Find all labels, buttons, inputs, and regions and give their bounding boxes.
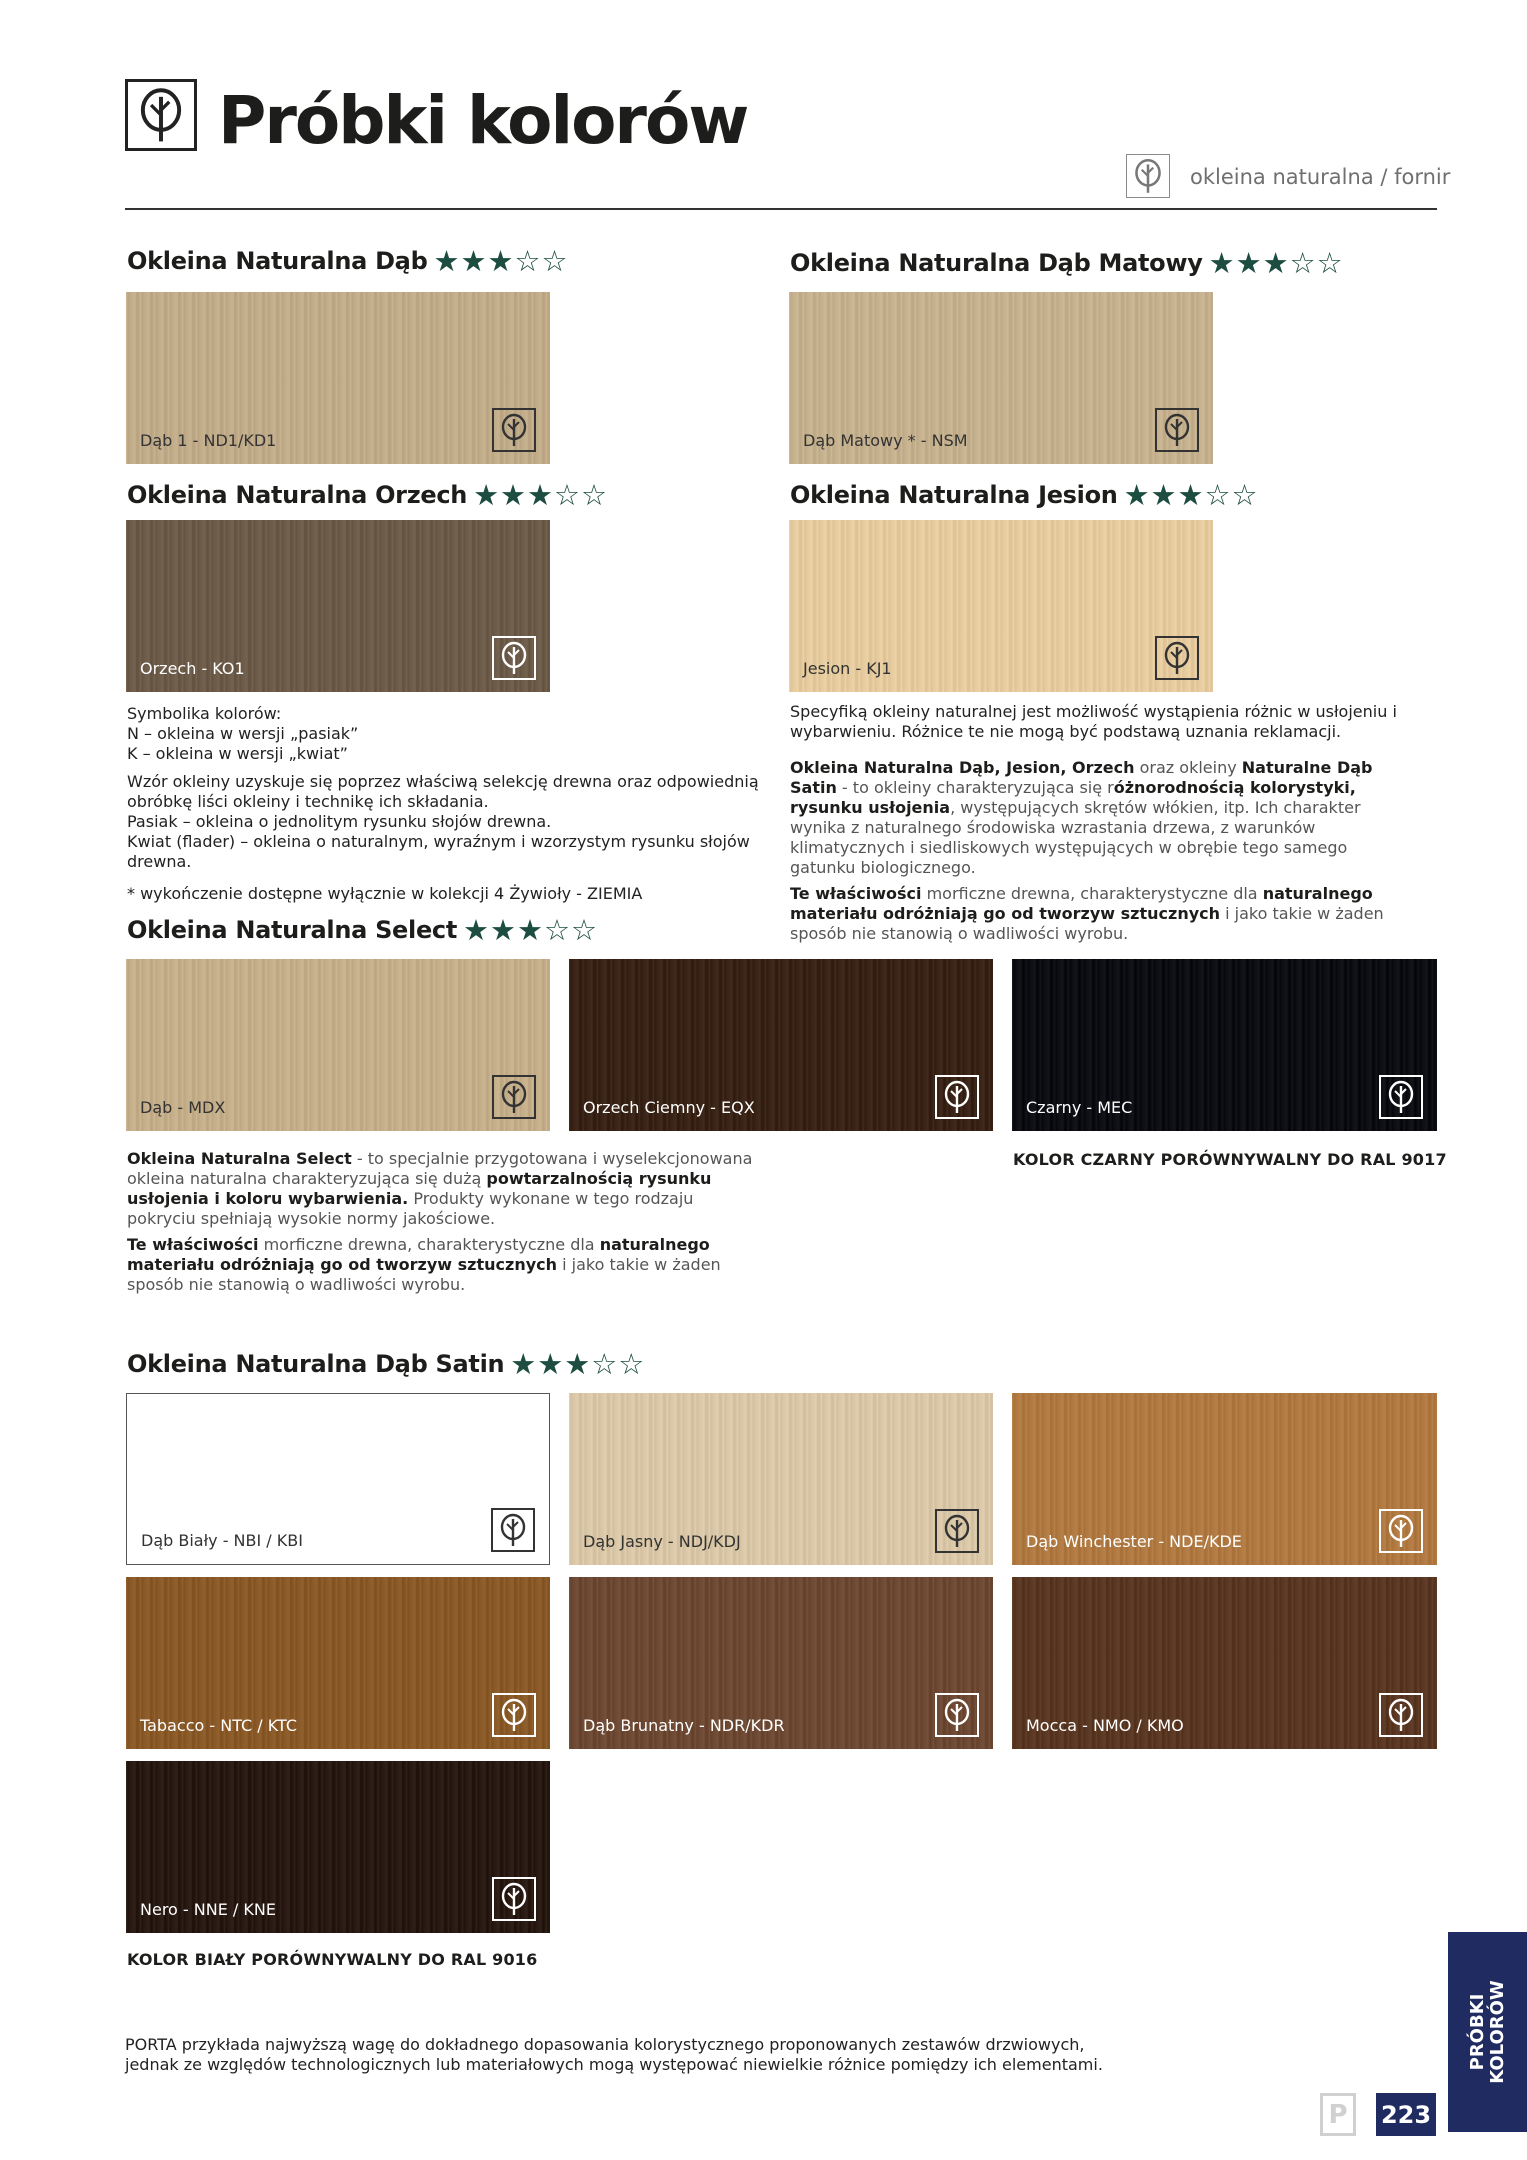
- section-title-select: Okleina Naturalna Select ★★★☆☆: [127, 913, 599, 947]
- tree-icon: [492, 1877, 536, 1921]
- rating-stars: ★★★☆☆: [433, 244, 569, 278]
- swatch-label: Dąb Matowy * - NSM: [803, 431, 968, 450]
- section-title-dab: Okleina Naturalna Dąb ★★★☆☆: [127, 244, 569, 278]
- tree-icon: [492, 1075, 536, 1119]
- tree-icon: [492, 636, 536, 680]
- natural-veneer-notes: [790, 702, 1400, 944]
- swatch-mec: [1012, 959, 1437, 1131]
- swatch-label: Tabacco - NTC / KTC: [140, 1716, 298, 1735]
- ral-black-note: KOLOR CZARNY PORÓWNYWALNY DO RAL 9017: [1013, 1150, 1447, 1169]
- page-subtitle: okleina naturalna / fornir: [1190, 165, 1451, 189]
- swatch-label: Mocca - NMO / KMO: [1026, 1716, 1184, 1735]
- properties-text: Te właściwości morficzne drewna, charakterystyczne dla naturalnego materiału odróżniają go od tworzyw sztucznych i jako takie w żaden sposób nie stanowią o wadliwości wyrobu.: [790, 884, 1384, 943]
- header-divider: [125, 208, 1437, 210]
- tree-icon: [491, 1508, 535, 1552]
- swatch-label: Dąb - MDX: [140, 1098, 226, 1117]
- tree-icon: [935, 1509, 979, 1553]
- swatch-label: Czarny - MEC: [1026, 1098, 1133, 1117]
- section-title-dab-satin: Okleina Naturalna Dąb Satin ★★★☆☆: [127, 1347, 646, 1381]
- swatch-label: Jesion - KJ1: [803, 659, 892, 678]
- swatch-ndr: [569, 1577, 993, 1749]
- rating-stars: ★★★☆☆: [473, 478, 609, 512]
- tree-icon: [1379, 1509, 1423, 1553]
- kwiat-text: Kwiat (flader) – okleina o naturalnym, wyraźnym i wzorzystym rysunku słojów drewna.: [127, 832, 750, 871]
- swatch-dab-matowy: [789, 292, 1213, 464]
- diversity-text: Okleina Naturalna Dąb, Jesion, Orzech oraz okleiny Naturalne Dąb Satin - to okleiny charakteryzująca się różnorodnością kolorystyki, rysunku usłojenia, występujących skrętów włókien, itp. Ich charakter wynika z naturalnego środowiska wzrastania drzewa, z warunków klimatycznych i siedliskowych występujących w obrębie tego samego gatunku biologicznego.: [790, 758, 1373, 877]
- footnote: * wykończenie dostępne wyłącznie w kolekcji 4 Żywioły - ZIEMIA: [127, 884, 643, 903]
- select-properties: Te właściwości morficzne drewna, charakterystyczne dla naturalnego materiału odróżniają go od tworzyw sztucznych i jako takie w żaden sposób nie stanowią o wadliwości wyrobu.: [127, 1235, 721, 1294]
- swatch-dab1: [126, 292, 550, 464]
- symbolika-k: K – okleina w wersji „kwiat”: [127, 744, 348, 763]
- tree-icon: [1155, 408, 1199, 452]
- tree-icon: [935, 1075, 979, 1119]
- page-number: 223: [1376, 2093, 1436, 2136]
- tree-icon: [1155, 636, 1199, 680]
- select-notes: [127, 1149, 767, 1295]
- select-description: Okleina Naturalna Select - to specjalnie przygotowana i wyselekcjonowana okleina naturalna charakteryzująca się dużą powtarzalnością rysunku usłojenia i koloru wybarwienia. Produkty wykonane w tego rodzaju pokryciu spełniają wysokie normy jakościowe.: [127, 1149, 753, 1228]
- footer-disclaimer: PORTA przykłada najwyższą wagę do dokładnego dopasowania kolorystycznego proponowanych zestawów drzwiowych, jednak ze względów technologicznych lub materiałowych mogą występować niewielkie różnice pomiędzy ich elementami.: [125, 2035, 1103, 2074]
- swatch-label: Dąb Jasny - NDJ/KDJ: [583, 1532, 741, 1551]
- rating-stars: ★★★☆☆: [463, 913, 599, 947]
- swatch-nne: [126, 1761, 550, 1933]
- color-symbolics-notes: [127, 704, 772, 904]
- swatch-label: Dąb Brunatny - NDR/KDR: [583, 1716, 785, 1735]
- page-title: Próbki kolorów: [218, 82, 748, 159]
- swatch-label: Dąb Biały - NBI / KBI: [141, 1531, 303, 1550]
- swatch-eqx: [569, 959, 993, 1131]
- swatch-nbi: [126, 1393, 550, 1565]
- tree-icon: [1126, 154, 1170, 198]
- swatch-ntc: [126, 1577, 550, 1749]
- swatch-jesion: [789, 520, 1213, 692]
- pasiak-text: Pasiak – okleina o jednolitym rysunku słojów drewna.: [127, 812, 552, 831]
- wzor-text: Wzór okleiny uzyskuje się poprzez właściwą selekcję drewna oraz odpowiednią obróbkę liści okleiny i technikę ich składania.: [127, 772, 759, 811]
- swatch-nmo: [1012, 1577, 1437, 1749]
- tree-icon: [125, 79, 197, 151]
- ral-white-note: KOLOR BIAŁY PORÓWNYWALNY DO RAL 9016: [127, 1950, 538, 1969]
- swatch-label: Orzech - KO1: [140, 659, 245, 678]
- rating-stars: ★★★☆☆: [1208, 246, 1344, 280]
- specyfika-text: Specyfiką okleiny naturalnej jest możliwość wystąpienia różnic w usłojeniu i wybarwieniu. Różnice te nie mogą być podstawą uznania reklamacji.: [790, 702, 1397, 741]
- brand-logo: P: [1320, 2093, 1356, 2136]
- swatch-label: Nero - NNE / KNE: [140, 1900, 276, 1919]
- symbolika-title: Symbolika kolorów:: [127, 704, 282, 723]
- section-title-orzech: Okleina Naturalna Orzech ★★★☆☆: [127, 478, 609, 512]
- section-title-jesion: Okleina Naturalna Jesion ★★★☆☆: [790, 478, 1259, 512]
- tree-icon: [935, 1693, 979, 1737]
- swatch-label: Dąb Winchester - NDE/KDE: [1026, 1532, 1242, 1551]
- section-title-dab-matowy: Okleina Naturalna Dąb Matowy ★★★☆☆: [790, 246, 1344, 280]
- swatch-nde: [1012, 1393, 1437, 1565]
- rating-stars: ★★★☆☆: [1123, 478, 1259, 512]
- swatch-orzech: [126, 520, 550, 692]
- tree-icon: [492, 408, 536, 452]
- side-tab-label: PRÓBKI KOLORÓW: [1466, 1980, 1508, 2084]
- rating-stars: ★★★☆☆: [510, 1347, 646, 1381]
- tree-icon: [1379, 1693, 1423, 1737]
- tree-icon: [492, 1693, 536, 1737]
- swatch-label: Orzech Ciemny - EQX: [583, 1098, 755, 1117]
- tree-icon: [1379, 1075, 1423, 1119]
- symbolika-n: N – okleina w wersji „pasiak”: [127, 724, 359, 743]
- side-tab: [1448, 1932, 1527, 2132]
- swatch-label: Dąb 1 - ND1/KD1: [140, 431, 277, 450]
- swatch-ndj: [569, 1393, 993, 1565]
- swatch-mdx: [126, 959, 550, 1131]
